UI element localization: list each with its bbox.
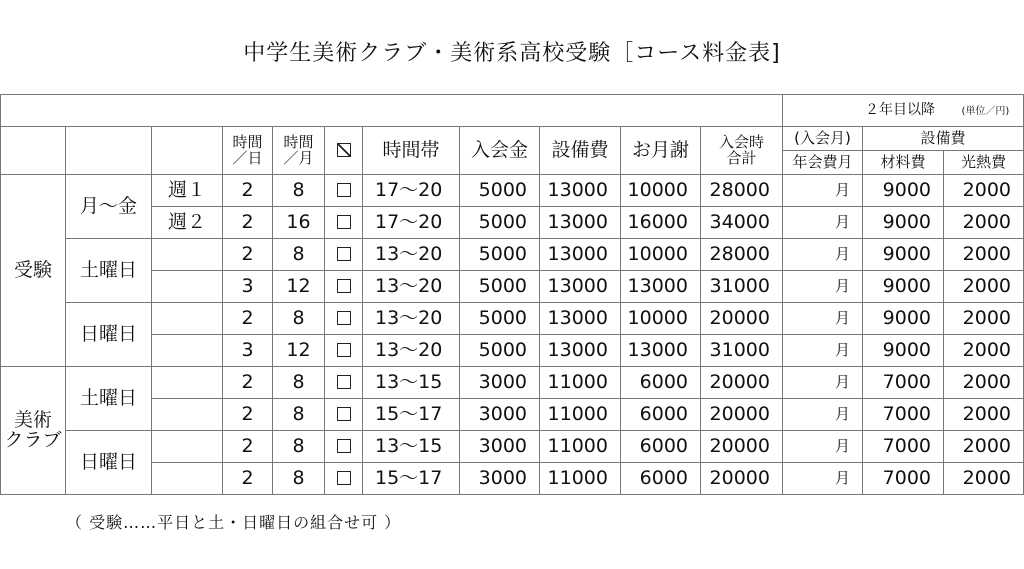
- admission-cell: 5000: [460, 271, 540, 303]
- materials-header: 材料費: [863, 151, 944, 175]
- subgroup-weekday: 月〜金: [66, 175, 152, 239]
- header-empty-3: [152, 127, 223, 175]
- checkbox-cell[interactable]: [325, 175, 363, 207]
- table-row: [1, 335, 1024, 367]
- annual-cell: 月: [783, 399, 863, 431]
- week-cell: [152, 367, 223, 399]
- facility-cell: 11000: [540, 367, 621, 399]
- checkbox-cell[interactable]: [325, 303, 363, 335]
- checkbox-icon[interactable]: [337, 439, 351, 453]
- facility2-header: 設備費: [863, 127, 1024, 151]
- checkbox-icon[interactable]: [337, 375, 351, 389]
- annual-cell: 月: [783, 335, 863, 367]
- time-cell: 15〜17: [363, 463, 460, 495]
- checkbox-icon[interactable]: [337, 215, 351, 229]
- admission-cell: 3000: [460, 399, 540, 431]
- annual-cell: 月: [783, 239, 863, 271]
- checkbox-cell[interactable]: [325, 207, 363, 239]
- admission-cell: 5000: [460, 175, 540, 207]
- art-club-label-2: クラブ: [4, 428, 62, 451]
- total-cell: 20000: [701, 367, 783, 399]
- monthly-cell: 6000: [621, 463, 701, 495]
- time-cell: 13〜20: [363, 303, 460, 335]
- materials-cell: 9000: [863, 335, 944, 367]
- subgroup-saturday-club: 土曜日: [66, 367, 152, 431]
- materials-cell: 7000: [863, 463, 944, 495]
- admission-cell: 5000: [460, 335, 540, 367]
- facility-cell: 11000: [540, 399, 621, 431]
- facility-cell: 11000: [540, 431, 621, 463]
- checkbox-header: [325, 127, 363, 175]
- total-cell: 28000: [701, 239, 783, 271]
- after-year2-label: ２年目以降: [865, 102, 935, 119]
- week-cell: [152, 239, 223, 271]
- total-header: [701, 127, 783, 175]
- utilities-header: 光熱費: [944, 151, 1024, 175]
- time-cell: 13〜15: [363, 431, 460, 463]
- utilities-cell: 2000: [944, 175, 1024, 207]
- hours-day-label-1: 時間: [232, 132, 263, 151]
- hours-day-label-2: ／日: [232, 148, 263, 167]
- utilities-cell: 2000: [944, 463, 1024, 495]
- facility-cell: 13000: [540, 303, 621, 335]
- total-label-2: 合計: [726, 148, 757, 167]
- total-cell: 31000: [701, 335, 783, 367]
- checked-box-icon: [337, 143, 351, 157]
- annual-cell: 月: [783, 175, 863, 207]
- total-cell: 34000: [701, 207, 783, 239]
- time-cell: 13〜15: [363, 367, 460, 399]
- checkbox-icon[interactable]: [337, 471, 351, 485]
- hours-month-cell: 8: [273, 431, 325, 463]
- materials-cell: 9000: [863, 271, 944, 303]
- annual-cell: 月: [783, 431, 863, 463]
- week-cell: [152, 463, 223, 495]
- subgroup-saturday-exam: 土曜日: [66, 239, 152, 303]
- time-cell: 17〜20: [363, 207, 460, 239]
- header-row-1: [1, 95, 1024, 127]
- checkbox-icon[interactable]: [337, 407, 351, 421]
- hours-day-cell: 2: [223, 367, 273, 399]
- annual-cell: 月: [783, 207, 863, 239]
- group-art-club: [1, 367, 66, 495]
- subgroup-sunday-club: 日曜日: [66, 431, 152, 495]
- annual-header-1: (入会月): [783, 127, 863, 151]
- monthly-cell: 16000: [621, 207, 701, 239]
- footnote: （ 受験……平日と土・日曜日の組合せ可 ）: [66, 513, 402, 532]
- checkbox-icon[interactable]: [337, 183, 351, 197]
- materials-cell: 7000: [863, 399, 944, 431]
- time-band-header: 時間帯: [363, 127, 460, 175]
- materials-cell: 9000: [863, 303, 944, 335]
- total-cell: 20000: [701, 303, 783, 335]
- time-cell: 15〜17: [363, 399, 460, 431]
- table-row: [1, 399, 1024, 431]
- week-cell: [152, 399, 223, 431]
- annual-cell: 月: [783, 463, 863, 495]
- materials-cell: 7000: [863, 431, 944, 463]
- checkbox-cell[interactable]: [325, 431, 363, 463]
- checkbox-icon[interactable]: [337, 343, 351, 357]
- subgroup-sunday-exam: 日曜日: [66, 303, 152, 367]
- checkbox-icon[interactable]: [337, 311, 351, 325]
- week-cell: 週１: [152, 175, 223, 207]
- utilities-cell: 2000: [944, 431, 1024, 463]
- checkbox-cell[interactable]: [325, 271, 363, 303]
- hours-day-cell: 2: [223, 463, 273, 495]
- week-cell: [152, 271, 223, 303]
- admission-cell: 3000: [460, 463, 540, 495]
- utilities-cell: 2000: [944, 303, 1024, 335]
- monthly-cell: 6000: [621, 399, 701, 431]
- checkbox-cell[interactable]: [325, 463, 363, 495]
- checkbox-cell[interactable]: [325, 367, 363, 399]
- header-empty-2: [66, 127, 152, 175]
- hours-day-cell: 2: [223, 431, 273, 463]
- admission-cell: 3000: [460, 367, 540, 399]
- total-cell: 20000: [701, 463, 783, 495]
- hours-day-cell: 3: [223, 335, 273, 367]
- hours-day-cell: 2: [223, 175, 273, 207]
- total-cell: 20000: [701, 431, 783, 463]
- monthly-fee-header: お月謝: [621, 127, 701, 175]
- checkbox-icon[interactable]: [337, 279, 351, 293]
- hours-month-cell: 8: [273, 463, 325, 495]
- header-blank: [1, 95, 783, 127]
- hours-month-cell: 8: [273, 239, 325, 271]
- week-cell: [152, 303, 223, 335]
- checkbox-icon[interactable]: [337, 247, 351, 261]
- annual-header-2: 年会費月: [783, 151, 863, 175]
- total-cell: 20000: [701, 399, 783, 431]
- hours-per-day-header: [223, 127, 273, 175]
- facility-cell: 13000: [540, 271, 621, 303]
- monthly-cell: 6000: [621, 367, 701, 399]
- table-row: [1, 239, 1024, 271]
- hours-month-cell: 8: [273, 175, 325, 207]
- time-cell: 13〜20: [363, 271, 460, 303]
- table-row: [1, 303, 1024, 335]
- hours-month-cell: 8: [273, 367, 325, 399]
- table-row: [1, 431, 1024, 463]
- monthly-cell: 10000: [621, 303, 701, 335]
- materials-cell: 9000: [863, 239, 944, 271]
- monthly-cell: 10000: [621, 175, 701, 207]
- hours-day-cell: 2: [223, 239, 273, 271]
- facility-cell: 13000: [540, 335, 621, 367]
- hours-month-cell: 16: [273, 207, 325, 239]
- admission-cell: 3000: [460, 431, 540, 463]
- art-club-label-1: 美術: [13, 408, 52, 431]
- utilities-cell: 2000: [944, 399, 1024, 431]
- table-row: [1, 175, 1024, 207]
- hours-month-cell: 12: [273, 335, 325, 367]
- facility-cell: 11000: [540, 463, 621, 495]
- hours-day-cell: 3: [223, 271, 273, 303]
- header-row-2: [1, 127, 1024, 151]
- checkbox-cell[interactable]: [325, 399, 363, 431]
- hours-month-label-1: 時間: [283, 132, 314, 151]
- utilities-cell: 2000: [944, 367, 1024, 399]
- annual-cell: 月: [783, 303, 863, 335]
- week-cell: [152, 335, 223, 367]
- admission-header: 入会金: [460, 127, 540, 175]
- table-row: [1, 463, 1024, 495]
- facility-cell: 13000: [540, 207, 621, 239]
- monthly-cell: 10000: [621, 239, 701, 271]
- hours-month-cell: 12: [273, 271, 325, 303]
- monthly-cell: 6000: [621, 431, 701, 463]
- fee-table: [0, 94, 1024, 495]
- group-exam: 受験: [1, 175, 66, 367]
- hours-month-cell: 8: [273, 399, 325, 431]
- total-label-1: 入会時: [718, 132, 764, 151]
- hours-month-label-2: ／月: [283, 148, 314, 167]
- materials-cell: 9000: [863, 207, 944, 239]
- hours-per-month-header: [273, 127, 325, 175]
- utilities-cell: 2000: [944, 271, 1024, 303]
- annual-cell: 月: [783, 271, 863, 303]
- admission-cell: 5000: [460, 303, 540, 335]
- hours-month-cell: 8: [273, 303, 325, 335]
- hours-day-cell: 2: [223, 207, 273, 239]
- facility-cell: 13000: [540, 239, 621, 271]
- utilities-cell: 2000: [944, 335, 1024, 367]
- materials-cell: 7000: [863, 367, 944, 399]
- facility-cell: 13000: [540, 175, 621, 207]
- table-row: [1, 367, 1024, 399]
- header-empty-1: [1, 127, 66, 175]
- page-title: 中学生美術クラブ・美術系高校受験［コース料金表]: [243, 41, 781, 66]
- utilities-cell: 2000: [944, 239, 1024, 271]
- table-row: [1, 207, 1024, 239]
- week-cell: [152, 431, 223, 463]
- week-cell: 週２: [152, 207, 223, 239]
- hours-day-cell: 2: [223, 303, 273, 335]
- admission-cell: 5000: [460, 239, 540, 271]
- time-cell: 17〜20: [363, 175, 460, 207]
- checkbox-cell[interactable]: [325, 239, 363, 271]
- utilities-cell: 2000: [944, 207, 1024, 239]
- monthly-cell: 13000: [621, 271, 701, 303]
- monthly-cell: 13000: [621, 335, 701, 367]
- time-cell: 13〜20: [363, 239, 460, 271]
- after-year2-header: [783, 95, 1024, 127]
- unit-label: (単位／円): [961, 106, 1010, 118]
- materials-cell: 9000: [863, 175, 944, 207]
- hours-day-cell: 2: [223, 399, 273, 431]
- table-row: [1, 271, 1024, 303]
- checkbox-cell[interactable]: [325, 335, 363, 367]
- annual-cell: 月: [783, 367, 863, 399]
- admission-cell: 5000: [460, 207, 540, 239]
- total-cell: 28000: [701, 175, 783, 207]
- time-cell: 13〜20: [363, 335, 460, 367]
- facility-header: 設備費: [540, 127, 621, 175]
- total-cell: 31000: [701, 271, 783, 303]
